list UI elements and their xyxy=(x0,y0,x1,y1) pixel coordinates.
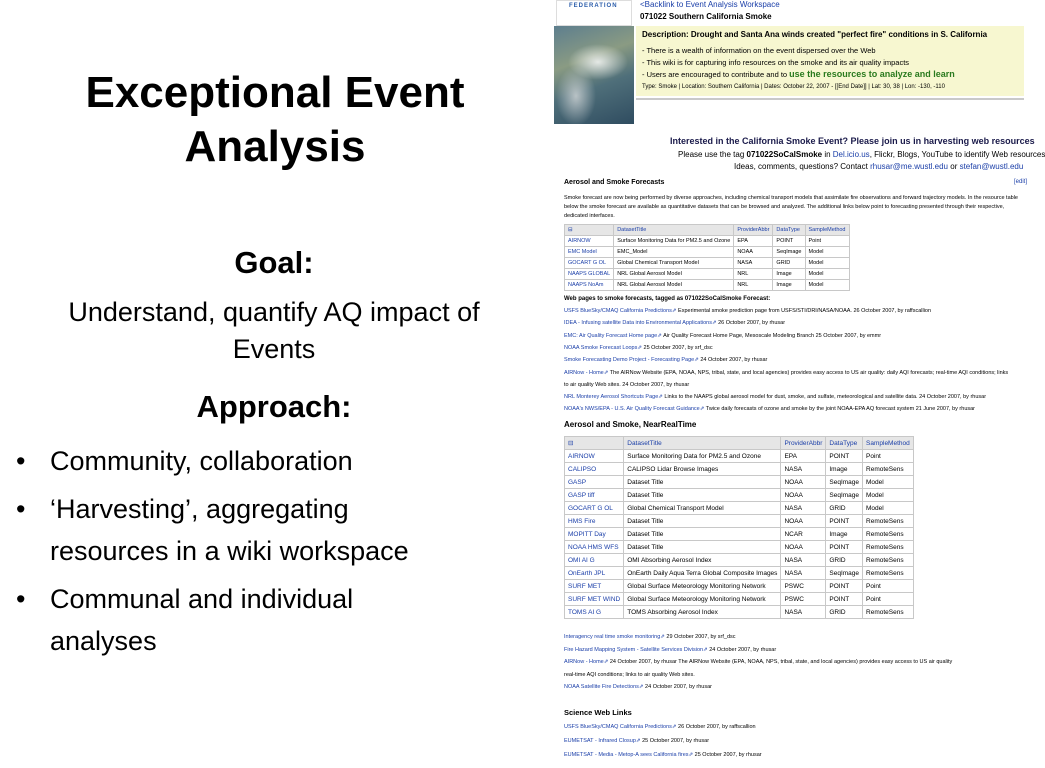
approach-list xyxy=(12,440,542,668)
table-cell: NRL Global Aerosol Model xyxy=(614,280,734,291)
table-row xyxy=(565,280,850,291)
bullet-icon: • xyxy=(16,494,26,524)
table-cell: RemoteSens xyxy=(863,463,914,476)
table-cell: Model xyxy=(863,502,914,515)
table-cell: RemoteSens xyxy=(863,515,914,528)
table-cell: Global Surface Meteorology Monitoring Network xyxy=(624,580,781,593)
table-cell: Global Chemical Transport Model xyxy=(614,258,734,269)
resource-link[interactable]: NOAA Smoke Forecast Loops xyxy=(564,344,638,351)
list-item xyxy=(564,672,695,678)
description-line: - Users are encouraged to contribute and to use the resources to analyze and learn xyxy=(642,69,955,79)
approach-item: • Community, collaboration xyxy=(12,440,542,482)
resource-link[interactable]: EUMETSAT - Infrared Closup xyxy=(564,738,636,744)
resource-link[interactable]: Fire Hazard Mapping System - Satellite Services Division xyxy=(564,646,704,653)
table-cell: POINT xyxy=(773,236,805,247)
dataset-link[interactable]: SURF MET WIND xyxy=(565,593,624,606)
table-row xyxy=(565,567,914,580)
link-description: 26 October 2007, by rhusar xyxy=(716,320,786,327)
link-description: 25 October 2007, by rhusar xyxy=(640,738,710,744)
forecast-description: Smoke forecast are now being performed by diverse approaches, including chemical transport models that assimilate fire observations and forward trajectory models. In the resource table below the smoke forecast are available as quantitative datasets that can be browsed and analyzed. The additional links below point to forecasting presented through their respective, dedicated interfaces. xyxy=(564,195,1018,219)
slide-title-line2: Analysis xyxy=(184,122,366,171)
table-row xyxy=(565,489,914,502)
table-cell: NRL xyxy=(734,280,773,291)
external-link-icon: ⇗ xyxy=(671,308,677,314)
table-cell: NASA xyxy=(781,502,826,515)
forecast-table xyxy=(564,224,850,291)
interest-title: Interested in the California Smoke Event? Please join us in harvesting web resources xyxy=(670,136,1035,146)
list-item xyxy=(564,320,785,326)
dataset-link[interactable]: AIRNOW xyxy=(565,450,624,463)
link-description: 26 October 2007, by raffscallion xyxy=(676,724,756,730)
resource-link[interactable]: NRL Monterey Aerosol Shortcuts Page xyxy=(564,394,659,401)
table-row xyxy=(565,463,914,476)
resource-link[interactable]: AIRNow - Home xyxy=(564,369,604,376)
table-cell: EPA xyxy=(734,236,773,247)
list-item xyxy=(564,357,767,363)
contact-email-link[interactable]: rhusar@me.wustl.edu xyxy=(870,162,949,171)
bullet-icon: • xyxy=(16,446,26,476)
table-cell: OnEarth Daily Aqua Terra Global Composite Images xyxy=(624,567,781,580)
table-cell: Model xyxy=(805,269,849,280)
list-item xyxy=(564,345,713,351)
external-link-icon: ⇗ xyxy=(694,357,699,364)
resource-link[interactable]: USFS BlueSky/CMAQ California Predictions xyxy=(564,724,672,730)
table-cell: GRID xyxy=(826,554,863,567)
column-header[interactable]: DatasetTitle xyxy=(624,437,781,450)
link-description: Experimental smoke prediction page from USFS/STI/DRI/NASA/NOAA. 26 October 2007, by raffscallion xyxy=(676,308,932,314)
dataset-link[interactable]: CALIPSO xyxy=(565,463,624,476)
column-header[interactable]: ProviderAbbr xyxy=(734,225,773,236)
science-heading: Science Web Links xyxy=(564,708,632,717)
table-cell: Surface Monitoring Data for PM2.5 and Ozone xyxy=(614,236,734,247)
external-link-icon: ⇗ xyxy=(657,332,662,339)
interest-subtitle: Please use the tag 071022SoCalSmoke in Del.icio.us, Flickr, Blogs, YouTube to identify Web resources xyxy=(678,150,1045,159)
dataset-link[interactable]: MOPITT Day xyxy=(565,528,624,541)
table-cell: NCAR xyxy=(781,528,826,541)
wiki-header-screenshot xyxy=(554,0,1024,124)
federation-logo: FEDERATION xyxy=(556,0,632,26)
table-cell: Dataset Title xyxy=(624,476,781,489)
description-meta: Type: Smoke | Location: Southern California | Dates: October 22, 2007 - [[End Date]] | Lat: 30, 38 | Lon: -130, -110 xyxy=(642,84,945,90)
backlink-link[interactable]: <Backlink to Event Analysis Workspace xyxy=(640,0,780,9)
resource-link[interactable]: Smoke Forecasting Demo Project - Forecasting Page xyxy=(564,357,695,364)
resource-link[interactable]: Interagency real time smoke monitoring xyxy=(564,634,661,640)
table-cell: Global Chemical Transport Model xyxy=(624,502,781,515)
link-description: real-time AQI conditions; links to air quality Web sites. xyxy=(564,671,695,678)
resource-link[interactable]: AIRNow - Home xyxy=(564,659,604,665)
list-item xyxy=(564,659,952,665)
external-link-icon: ⇗ xyxy=(699,406,705,413)
description-line: - There is a wealth of information on the event dispersed over the Web xyxy=(642,46,876,55)
slide-title-line1: Exceptional Event xyxy=(85,68,465,117)
table-row xyxy=(565,528,914,541)
table-row xyxy=(565,502,914,515)
table-cell: Model xyxy=(863,489,914,502)
table-cell: GRID xyxy=(826,606,863,619)
table-cell: Model xyxy=(805,258,849,269)
description-line: - This wiki is for capturing info resources on the smoke and its air quality impacts xyxy=(642,58,910,67)
approach-heading: Approach: xyxy=(196,389,352,424)
external-link-icon: ⇗ xyxy=(660,634,665,640)
table-row xyxy=(565,541,914,554)
table-cell: Dataset Title xyxy=(624,541,781,554)
table-cell: Surface Monitoring Data for PM2.5 and Ozone xyxy=(624,450,781,463)
dataset-link[interactable]: GOCART G OL xyxy=(565,502,624,515)
bullet-icon: • xyxy=(16,584,26,614)
dataset-link[interactable]: GASP tiff xyxy=(565,489,624,502)
list-item xyxy=(564,634,736,640)
table-cell: Point xyxy=(863,593,914,606)
column-header[interactable]: DatasetTitle xyxy=(614,225,734,236)
resource-link[interactable]: NOAA's NWS/EPA - U.S. Air Quality Forecast Guidance xyxy=(564,406,700,413)
external-link-icon: ⇗ xyxy=(671,724,677,730)
table-cell: POINT xyxy=(826,450,863,463)
list-item xyxy=(564,382,689,388)
table-cell: POINT xyxy=(826,593,863,606)
slide-title xyxy=(20,66,530,174)
list-item xyxy=(564,394,986,400)
dataset-link[interactable]: OnEarth JPL xyxy=(565,567,624,580)
link-description: The AIRNow Website (EPA, NOAA, NPS, tribal, state, and local agencies) provides easy access to US air quality: daily AQI forecasts; real-time AQI conditions; links xyxy=(608,369,1009,376)
external-link-icon: ⇗ xyxy=(603,659,609,665)
table-cell: NOAA xyxy=(781,489,826,502)
table-row xyxy=(565,269,850,280)
table-cell: NASA xyxy=(781,567,826,580)
delicious-link[interactable]: Del.icio.us xyxy=(832,150,870,159)
link-description: Twice daily forecasts of ozone and smoke by the joint NOAA-EPA AQ forecast system 21 June 2007, by rhusar xyxy=(704,406,976,413)
table-cell: POINT xyxy=(826,515,863,528)
goal-text-line2: Events xyxy=(232,334,316,364)
table-cell: POINT xyxy=(826,580,863,593)
table-cell: RemoteSens xyxy=(863,567,914,580)
goal-text-line1: Understand, quantify AQ impact of xyxy=(68,297,480,327)
table-cell: NOAA xyxy=(781,515,826,528)
table-cell: Dataset Title xyxy=(624,528,781,541)
approach-item: • Communal and individual analyses xyxy=(12,578,542,662)
table-cell: NOAA xyxy=(781,541,826,554)
external-link-icon: ⇗ xyxy=(638,684,644,690)
description-emphasis: use the resources to analyze and learn xyxy=(789,69,955,79)
table-cell: GRID xyxy=(826,502,863,515)
webpages-heading: Web pages to smoke forecasts, tagged as 071022SoCalSmoke Forecast: xyxy=(564,296,771,302)
satellite-image xyxy=(554,26,634,124)
list-item xyxy=(564,724,756,730)
link-description: Air Quality Forecast Home Page, Mesoscale Modeling Branch 25 October 2007, by emmr xyxy=(661,332,882,339)
link-description: 25 October 2007, by rhusar xyxy=(693,752,762,758)
external-link-icon: ⇗ xyxy=(703,646,708,653)
table-cell: Point xyxy=(863,450,914,463)
table-cell: PSWC xyxy=(781,593,826,606)
external-link-icon: ⇗ xyxy=(658,394,663,401)
dataset-link[interactable]: OMI AI G xyxy=(565,554,624,567)
table-cell: PSWC xyxy=(781,580,826,593)
resource-link[interactable]: EUMETSAT - Media - Metop-A sees California fires xyxy=(564,752,689,758)
external-link-icon: ⇗ xyxy=(637,344,642,351)
table-cell: POINT xyxy=(826,541,863,554)
table-row xyxy=(565,580,914,593)
link-description: 24 October 2007, by rhusar xyxy=(643,684,712,690)
list-item xyxy=(564,406,975,412)
table-cell: Point xyxy=(863,580,914,593)
table-cell: SeqImage xyxy=(826,567,863,580)
table-cell: Image xyxy=(826,463,863,476)
table-cell: GRID xyxy=(773,258,805,269)
external-link-icon: ⇗ xyxy=(711,320,717,327)
event-id: 071022 Southern California Smoke xyxy=(640,12,772,21)
table-row xyxy=(565,515,914,528)
external-link-icon: ⇗ xyxy=(635,738,641,744)
list-item xyxy=(564,752,762,758)
table-cell: Dataset Title xyxy=(624,489,781,502)
dataset-link[interactable]: NAAPS GLOBAL xyxy=(565,269,614,280)
sort-icon[interactable]: ⊟ xyxy=(565,437,624,450)
table-cell: Image xyxy=(826,528,863,541)
goal-text xyxy=(0,294,548,368)
table-cell: EMC_Model xyxy=(614,247,734,258)
forecast-heading: Aerosol and Smoke Forecasts xyxy=(564,179,665,186)
divider xyxy=(636,98,1024,100)
list-item xyxy=(564,333,881,339)
table-cell: NASA xyxy=(734,258,773,269)
goal-heading: Goal: xyxy=(234,245,314,280)
table-cell: NOAA xyxy=(734,247,773,258)
external-link-icon: ⇗ xyxy=(603,369,609,376)
dataset-link[interactable]: NAAPS NoAm xyxy=(565,280,614,291)
table-row xyxy=(565,258,850,269)
link-description: to air quality Web sites. 24 October 2007, by rhusar xyxy=(564,381,690,388)
table-row xyxy=(565,476,914,489)
resource-link[interactable]: NOAA Satellite Fire Detections xyxy=(564,684,639,690)
list-item xyxy=(564,370,1008,376)
table-cell: Point xyxy=(805,236,849,247)
table-cell: EPA xyxy=(781,450,826,463)
table-row xyxy=(565,554,914,567)
table-cell: CALIPSO Lidar Browse Images xyxy=(624,463,781,476)
table-row xyxy=(565,593,914,606)
table-cell: TOMS Absorbing Aerosol Index xyxy=(624,606,781,619)
link-description: 24 October 2007, by rhusar xyxy=(707,646,777,653)
nrt-table xyxy=(564,436,914,619)
table-cell: NASA xyxy=(781,606,826,619)
table-cell: RemoteSens xyxy=(863,554,914,567)
link-description: 25 October 2007, by srf_dsc xyxy=(641,344,713,351)
dataset-link[interactable]: EMC Model xyxy=(565,247,614,258)
link-description: 24 October 2007, by rhusar The AIRNow Website (EPA, NOAA, NPS, tribal, state, and local agencies) provides easy access to US air quality xyxy=(608,659,953,665)
link-description: 24 October 2007, by rhusar xyxy=(698,357,768,364)
link-description: 29 October 2007, by srf_dsc xyxy=(664,634,736,640)
table-cell: Model xyxy=(805,280,849,291)
table-cell: RemoteSens xyxy=(863,528,914,541)
table-row xyxy=(565,247,850,258)
column-header[interactable]: SampleMethod xyxy=(863,437,914,450)
table-cell: Dataset Title xyxy=(624,515,781,528)
wiki-body-screenshot xyxy=(558,128,1045,768)
table-row xyxy=(565,450,914,463)
column-header[interactable]: DataType xyxy=(826,437,863,450)
dataset-link[interactable]: GOCART G OL xyxy=(565,258,614,269)
list-item xyxy=(564,647,776,653)
table-cell: NOAA xyxy=(781,476,826,489)
table-cell: Image xyxy=(773,269,805,280)
contact-email-link[interactable]: stefan@wustl.edu xyxy=(959,162,1024,171)
dataset-link[interactable]: TOMS AI G xyxy=(565,606,624,619)
table-cell: Global Surface Meteorology Monitoring Network xyxy=(624,593,781,606)
dataset-link[interactable]: GASP xyxy=(565,476,624,489)
table-cell: Model xyxy=(863,476,914,489)
column-header[interactable]: ProviderAbbr xyxy=(781,437,826,450)
table-cell: Model xyxy=(805,247,849,258)
table-cell: SeqImage xyxy=(826,476,863,489)
table-row xyxy=(565,236,850,247)
dataset-link[interactable]: HMS Fire xyxy=(565,515,624,528)
link-description: Links to the NAAPS global aerosol model for dust, smoke, and sulfate, meteorological and satellite data. 24 October 2007, by rhusar xyxy=(662,394,987,401)
sort-icon[interactable]: ⊟ xyxy=(565,225,614,236)
table-cell: NASA xyxy=(781,463,826,476)
column-header[interactable]: DataType xyxy=(773,225,805,236)
list-item xyxy=(564,684,712,690)
table-cell: SeqImage xyxy=(826,489,863,502)
list-item xyxy=(564,738,709,744)
external-link-icon: ⇗ xyxy=(688,752,694,758)
column-header[interactable]: SampleMethod xyxy=(805,225,849,236)
dataset-link[interactable]: SURF MET xyxy=(565,580,624,593)
resource-link[interactable]: USFS BlueSky/CMAQ California Predictions xyxy=(564,308,672,314)
table-cell: SeqImage xyxy=(773,247,805,258)
approach-item: • ‘Harvesting’, aggregating resources in a wiki workspace xyxy=(12,488,542,572)
list-item xyxy=(564,308,931,314)
nrt-heading: Aerosol and Smoke, NearRealTime xyxy=(564,420,697,429)
table-cell: RemoteSens xyxy=(863,541,914,554)
table-cell: OMI Absorbing Aerosol Index xyxy=(624,554,781,567)
table-cell: NASA xyxy=(781,554,826,567)
resource-link[interactable]: IDEA - Infusing satellite Data into Environmental Applications xyxy=(564,320,712,327)
dataset-link[interactable]: AIRNOW xyxy=(565,236,614,247)
table-cell: NRL Global Aerosol Model xyxy=(614,269,734,280)
description-title: Description: Drought and Santa Ana winds created "perfect fire" conditions in S. California xyxy=(642,30,988,39)
table-row xyxy=(565,606,914,619)
contact-line: Ideas, comments, questions? Contact rhusar@me.wustl.edu or stefan@wustl.edu xyxy=(734,162,1024,171)
edit-link[interactable]: [edit] xyxy=(1014,179,1028,185)
table-cell: NRL xyxy=(734,269,773,280)
table-cell: Image xyxy=(773,280,805,291)
dataset-link[interactable]: NOAA HMS WFS xyxy=(565,541,624,554)
resource-link[interactable]: EMC: Air Quality Forecast Home page xyxy=(564,332,658,339)
table-cell: RemoteSens xyxy=(863,606,914,619)
